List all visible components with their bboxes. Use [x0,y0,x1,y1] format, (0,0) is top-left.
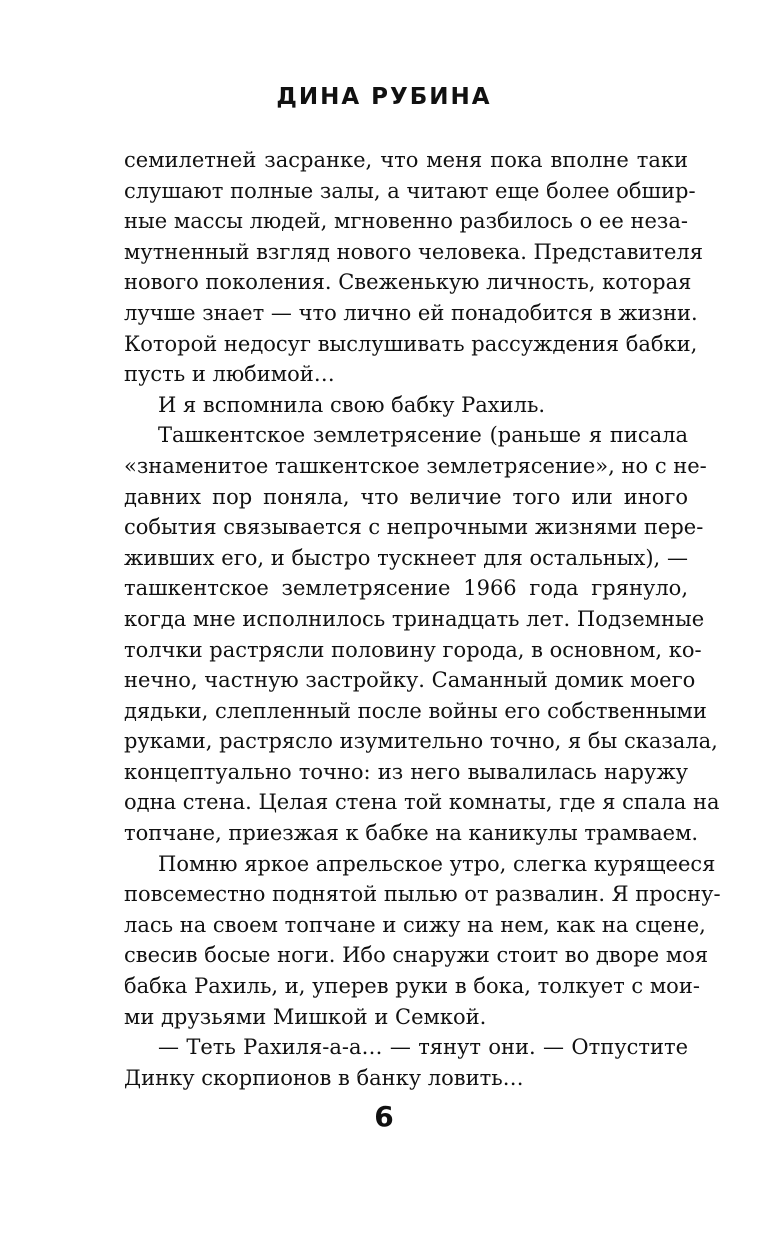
text-line: топчане, приезжая к бабке на каникулы трамваем. [124,821,699,846]
text-line: нового поколения. Свеженькую личность, которая [124,270,692,295]
text-line: события связывается с непрочными жизнями пере- [124,515,704,540]
text-line: ми друзьями Мишкой и Семкой. [124,1004,487,1029]
text-line: семилетней засранке, что меня пока вполне таки [124,148,688,172]
body-text [124,145,721,1093]
running-head-author: ДИНА РУБИНА [276,84,492,110]
text-line: «знаменитое ташкентское землетрясение», но с не- [124,453,707,478]
text-line: одна стена. Целая стена той комнаты, где я спала на [124,790,720,815]
text-line: Ташкентское землетрясение (раньше я писала [158,423,688,448]
text-line: бабка Рахиль, и, уперев руки в бока, толкует с мои- [124,974,700,999]
text-line: И я вспомнила свою бабку Рахиль. [158,392,546,417]
text-line: слушают полные залы, а читают еще более обшир- [124,178,696,203]
text-line: лучше знает — что лично ей понадобится в жизни. [124,300,698,325]
text-line: Которой недосуг выслушивать рассуждения бабки, [124,331,698,356]
text-line: повсеместно поднятой пылью от развалин. Я просну- [124,882,721,907]
text-line: ташкентское землетрясение 1966 года грянуло, [124,576,688,601]
text-line: мутненный взгляд нового человека. Представителя [124,239,704,264]
text-line: руками, растрясло изумительно точно, я бы сказала, [124,729,718,754]
text-line: концептуально точно: из него вывалилась наружу [124,759,688,784]
text-line: давних пор поняла, что величие того или иного [124,484,688,509]
text-line: когда мне исполнилось тринадцать лет. Подземные [124,606,705,631]
text-line: свесив босые ноги. Ибо снаружи стоит во дворе моя [124,943,709,968]
text-line: нечно, частную застройку. Саманный домик моего [124,668,696,693]
text-line: Помню яркое апрельское утро, слегка курящееся [158,851,716,876]
text-line: толчки растрясли половину города, в основном, ко- [124,637,702,662]
text-line: Динку скорпионов в банку ловить… [124,1065,524,1090]
text-line: живших его, и быстро тускнеет для остальных), — [124,545,688,570]
text-line: — Теть Рахиля-а-а… — тянут они. — Отпустите [158,1035,688,1060]
text-line: дядьки, слепленный после войны его собственными [124,698,707,723]
text-line: ные массы людей, мгновенно разбилось о ее неза- [124,209,688,234]
page-number: 6 [374,1100,394,1133]
text-line: лась на своем топчане и сижу на нем, как на сцене, [124,912,706,937]
text-line: пусть и любимой… [124,362,335,387]
